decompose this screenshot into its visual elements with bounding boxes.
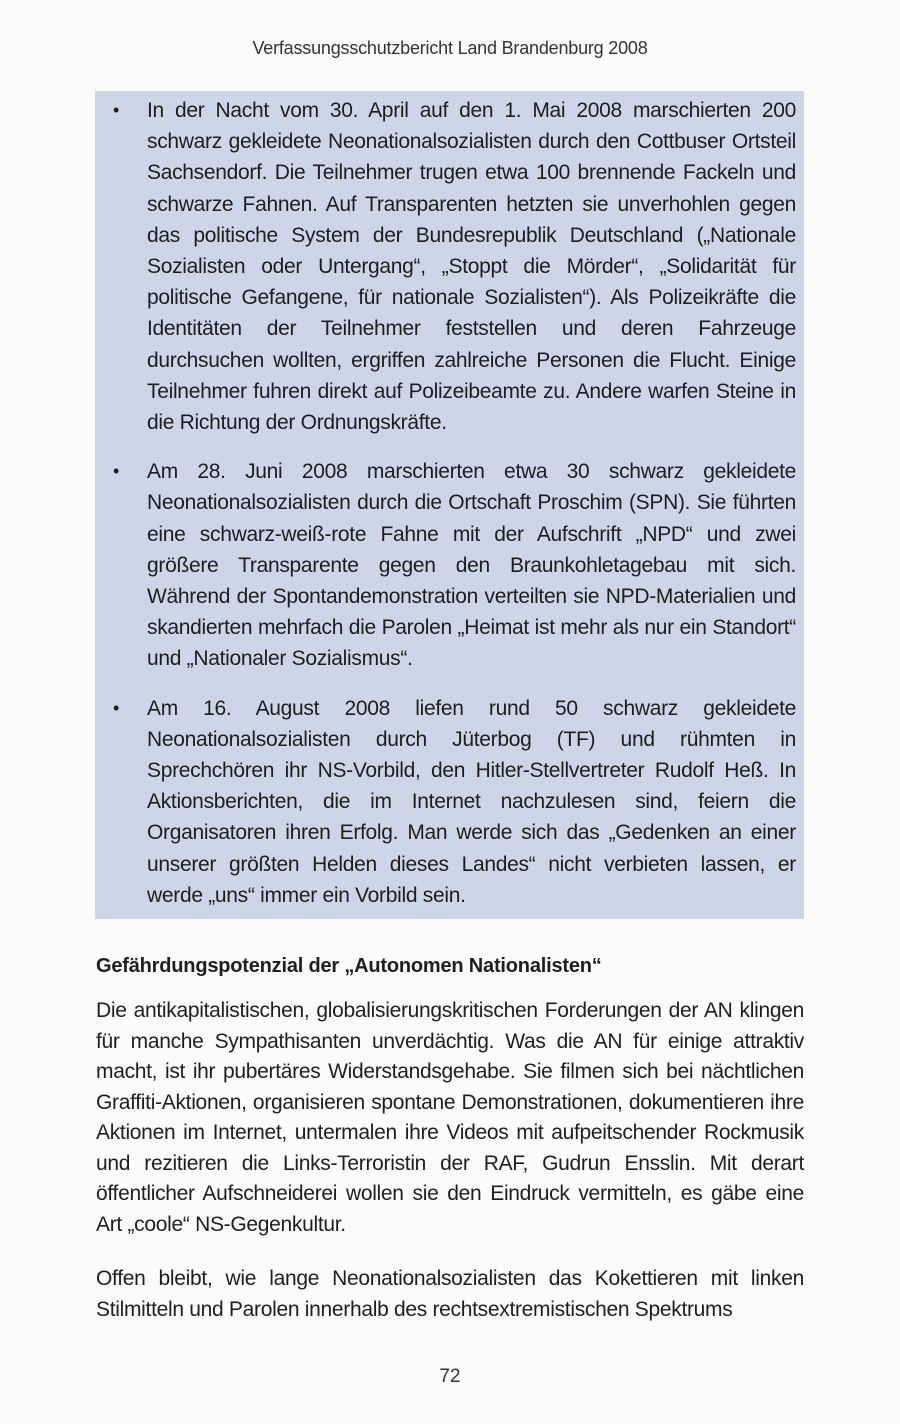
highlighted-bullet-box (95, 91, 804, 919)
bullet-icon: • (113, 100, 120, 120)
section-heading: Gefährdungspotenzial der „Autonomen Nationalisten“ (96, 955, 602, 977)
bullet-text: Am 28. Juni 2008 marschierten etwa 30 schwarz gekleidete Neonationalsozialisten durch die Ortschaft Proschim (SPN). Sie führten eine schwarz-weiß-rote Fahne mit der Aufschrift „NPD“ und zwei größere Transparente gegen den Braunkohletagebau mit sich. Während der Spontandemonstration verteilten sie NPD-Materialien und skandierten mehrfach die Parolen „Heimat ist mehr als nur ein Standort“ und „Nationaler Sozialismus“. (147, 460, 796, 671)
body-paragraph: Die antikapitalistischen, globalisierungskritischen Forderungen der AN klingen für manche Sympathisanten unverdächtig. Was die AN für einige attraktiv macht, ist ihr pubertäres Widerstandsgehabe. Sie filmen sich bei nächtlichen Graffiti-Aktionen, organisieren spontane Demonstrationen, dokumentieren ihre Aktionen im Internet, untermalen ihre Videos mit aufpeitschender Rockmusik und rezitieren die Links-Terroristin der RAF, Gudrun Ensslin. Mit derart öffentlicher Aufschneiderei wollen sie den Eindruck vermitteln, es gäbe eine Art „coole“ NS-Gegenkultur. (96, 999, 804, 1236)
page-number: 72 (439, 1366, 461, 1387)
bullet-item (95, 456, 796, 674)
bullet-item (95, 95, 796, 438)
bullet-icon: • (113, 461, 120, 482)
body-paragraph: Offen bleibt, wie lange Neonationalsozialisten das Kokettieren mit linken Stilmitteln und Parolen innerhalb des rechtsextremistischen Spektrums (96, 1267, 804, 1321)
running-header: Verfassungsschutzbericht Land Brandenburg 2008 (252, 38, 648, 58)
bullet-text: Am 16. August 2008 liefen rund 50 schwarz gekleidete Neonationalsozialisten durch Jüterbog (TF) und rühmten in Sprechchören ihr NS-Vorbild, den Hitler-Stellvertreter Rudolf Heß. In Aktionsberichten, die im Internet nachzulesen sind, feiern die Organisatoren ihren Erfolg. Man werde sich das „Gedenken an einer unserer größten Helden dieses Landes“ nicht verbieten lassen, er werde „uns“ immer ein Vorbild sein. (147, 696, 796, 907)
bullet-icon: • (113, 697, 120, 718)
bullet-item (95, 693, 796, 911)
bullet-text: In der Nacht vom 30. April auf den 1. Mai 2008 marschierten 200 schwarz gekleidete Neonationalsozialisten durch den Cottbuser Ortsteil Sachsendorf. Die Teilnehmer trugen etwa 100 brennende Fackeln und schwarze Fahnen. Auf Transparenten hetzten sie unverhohlen gegen das politische System der Bundesrepublik Deutschland („Nationale Sozialisten oder Untergang“, „Stoppt die Mörder“, „Solidarität für politische Gefangene, für nationale Sozialisten“). Als Polizeikräfte die Identitäten der Teilnehmer feststellen und deren Fahrzeuge durchsuchen wollten, ergriffen zahlreiche Personen die Flucht. Einige Teilnehmer fuhren direkt auf Polizeibeamte zu. Andere warfen Steine in die Richtung der Ordnungskräfte. (147, 99, 796, 435)
